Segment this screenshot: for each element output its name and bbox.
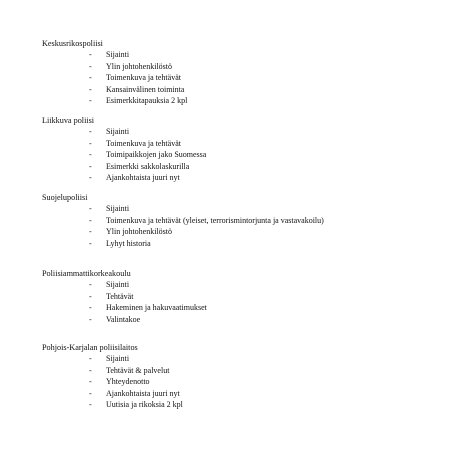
list-item	[42, 172, 442, 184]
bullet-dash: -	[89, 291, 92, 301]
list-item-text: Sijainti	[106, 204, 130, 213]
section-item-list	[42, 353, 442, 411]
list-item	[42, 388, 442, 400]
list-item-text: Tehtävät	[106, 291, 134, 301]
list-item-text: Ajankohtaista juuri nyt	[106, 173, 180, 182]
list-item-text: Ylin johtohenkilöstö	[106, 227, 172, 236]
section-poliisiammattikorkeakoulu	[42, 268, 442, 325]
bullet-dash: -	[89, 354, 92, 363]
bullet-dash: -	[89, 303, 92, 312]
list-item-text: Toimipaikkojen jako Suomessa	[106, 150, 207, 159]
list-item-text: Esimerkki sakkolaskurilla	[106, 161, 190, 171]
list-item-text: Valintakoe	[106, 314, 141, 324]
list-item	[42, 314, 442, 326]
list-item-text: Ylin johtohenkilöstö	[106, 61, 172, 71]
list-item	[42, 226, 442, 238]
section-liikkuva-poliisi	[42, 115, 442, 184]
section-heading: Poliisiammattikorkeakoulu	[42, 269, 131, 278]
list-item-text: Hakeminen ja hakuvaatimukset	[106, 303, 207, 312]
section-suojelupoliisi	[42, 192, 442, 249]
bullet-dash: -	[89, 84, 92, 94]
section-heading: Pohjois-Karjalan poliisilaitos	[42, 343, 138, 352]
bullet-dash: -	[89, 96, 92, 105]
bullet-dash: -	[89, 314, 92, 324]
list-item-text: Toimenkuva ja tehtävät	[106, 73, 181, 82]
bullet-dash: -	[89, 377, 92, 386]
list-item	[42, 365, 442, 377]
bullet-dash: -	[89, 150, 92, 159]
list-item-text: Uutisia ja rikoksia 2 kpl	[106, 400, 183, 409]
list-item	[42, 72, 442, 84]
list-item	[42, 353, 442, 365]
list-item	[42, 279, 442, 291]
bullet-dash: -	[89, 50, 92, 59]
list-item-text: Sijainti	[106, 127, 130, 136]
list-item	[42, 161, 442, 173]
list-item	[42, 302, 442, 314]
bullet-dash: -	[89, 388, 92, 398]
section-heading: Keskusrikospoliisi	[42, 39, 103, 48]
list-item	[42, 84, 442, 96]
section-item-list	[42, 126, 442, 184]
list-item-text: Sijainti	[106, 280, 130, 289]
list-item-text: Sijainti	[106, 354, 130, 363]
list-item-text: Esimerkkitapauksia 2 kpl	[106, 96, 188, 105]
list-item	[42, 215, 442, 227]
bullet-dash: -	[89, 215, 92, 225]
list-item	[42, 95, 442, 107]
list-item	[42, 61, 442, 73]
section-heading: Liikkuva poliisi	[42, 116, 95, 125]
list-item	[42, 238, 442, 250]
bullet-dash: -	[89, 400, 92, 409]
list-item-text: Ajankohtaista juuri nyt	[106, 388, 180, 398]
list-item-text: Sijainti	[106, 50, 130, 59]
section-heading: Suojelupoliisi	[42, 193, 88, 202]
section-item-list	[42, 49, 442, 107]
bullet-dash: -	[89, 61, 92, 71]
list-item	[42, 149, 442, 161]
list-item-text: Kansainvälinen toiminta	[106, 84, 185, 94]
section-pohjois-karjalan-poliisilaitos	[42, 342, 442, 411]
bullet-dash: -	[89, 227, 92, 236]
list-item-text: Toimenkuva ja tehtävät	[106, 138, 181, 148]
bullet-dash: -	[89, 204, 92, 213]
list-item	[42, 376, 442, 388]
list-item-text: Tehtävät & palvelut	[106, 365, 170, 375]
list-item	[42, 203, 442, 215]
bullet-dash: -	[89, 127, 92, 136]
list-item	[42, 291, 442, 303]
bullet-dash: -	[89, 173, 92, 182]
list-item-text: Lyhyt historia	[106, 238, 151, 248]
list-item-text: Yhteydenotto	[106, 377, 150, 386]
list-item-text: Toimenkuva ja tehtävät (yleiset, terrorismintorjunta ja vastavakoilu)	[106, 215, 324, 225]
list-item	[42, 399, 442, 411]
list-item	[42, 49, 442, 61]
section-keskusrikospoliisi	[42, 38, 442, 107]
bullet-dash: -	[89, 161, 92, 171]
list-item	[42, 126, 442, 138]
bullet-dash: -	[89, 280, 92, 289]
bullet-dash: -	[89, 73, 92, 82]
bullet-dash: -	[89, 238, 92, 248]
bullet-dash: -	[89, 365, 92, 375]
section-item-list	[42, 279, 442, 325]
section-item-list	[42, 203, 442, 249]
list-item	[42, 138, 442, 150]
bullet-dash: -	[89, 138, 92, 148]
